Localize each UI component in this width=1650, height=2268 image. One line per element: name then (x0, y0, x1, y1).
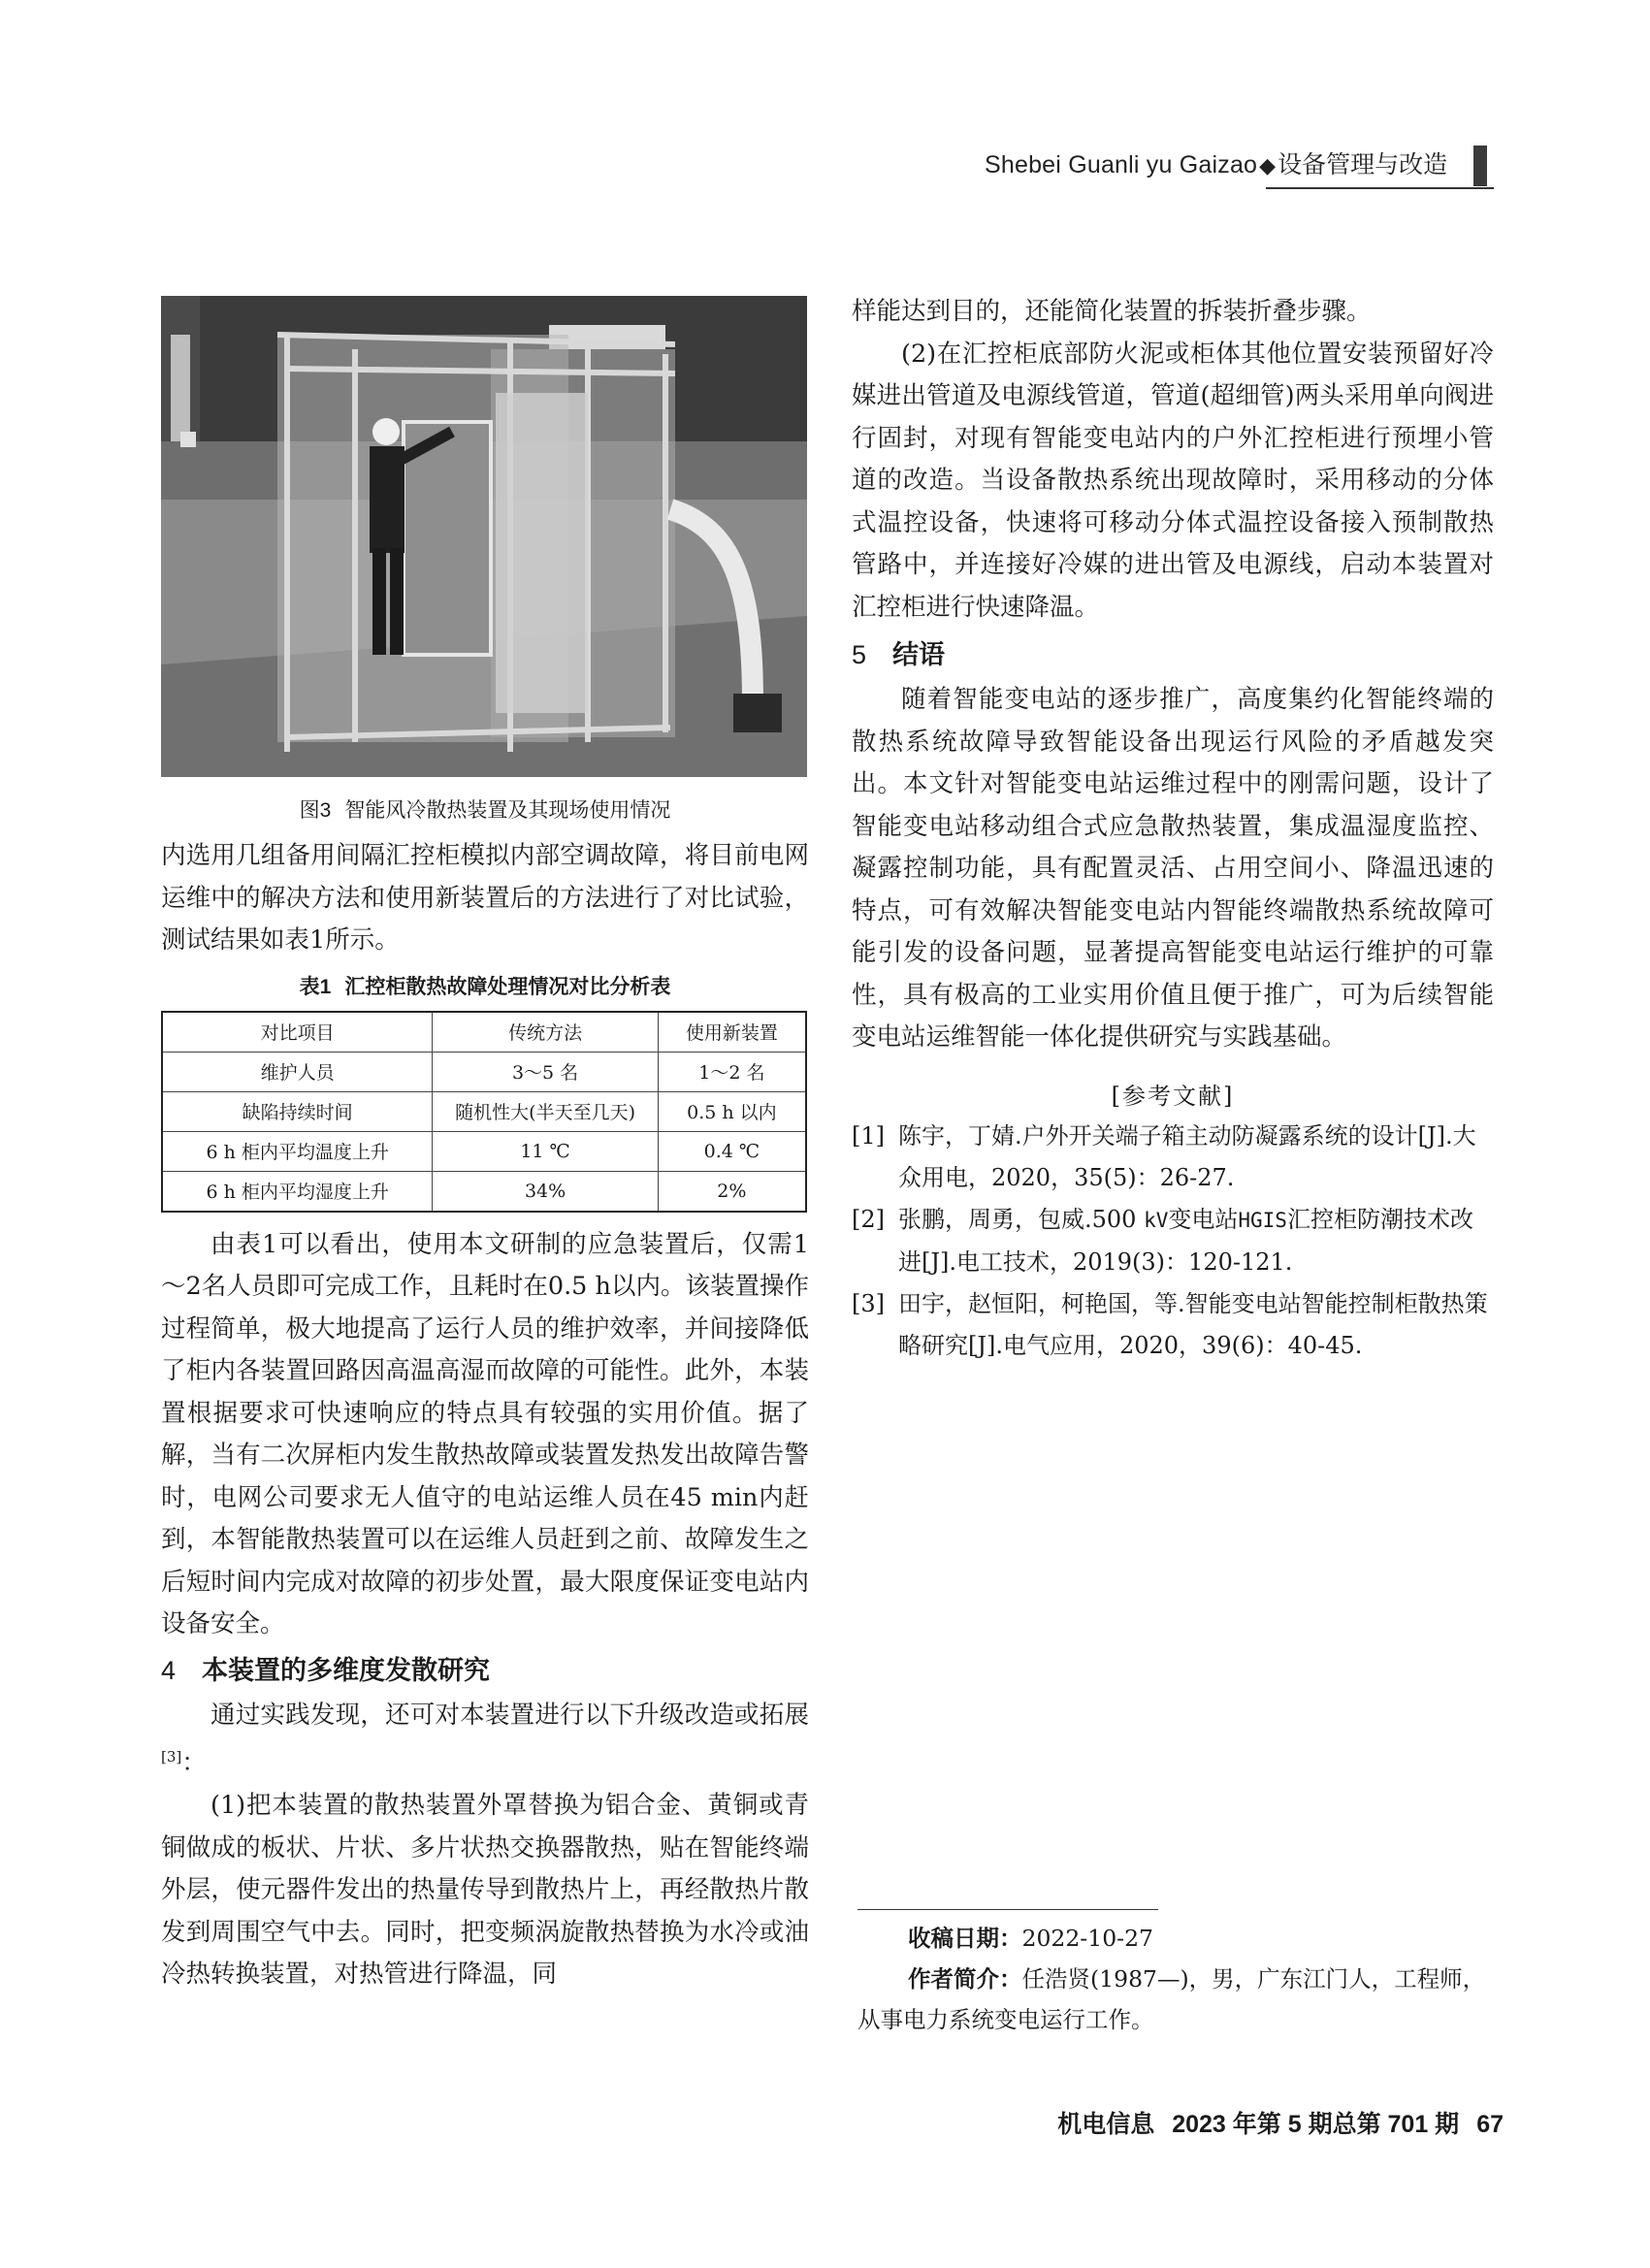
received-date-line (857, 1918, 1498, 1959)
s4-intro-text: 通过实践发现，还可对本装置进行以下升级改造或拓展 (210, 1700, 809, 1730)
reference-number: [2] (852, 1205, 885, 1233)
reference-text: 变电站 (1168, 1205, 1239, 1233)
author-info-line (857, 1959, 1498, 2040)
journal-name-cn: 设备管理与改造 (1278, 151, 1448, 178)
table-cell: 1～2 名 (658, 1052, 806, 1091)
table-cell: 随机性大(半天至几天) (433, 1091, 658, 1131)
reference-number: [1] (852, 1121, 885, 1150)
footnote-rule (857, 1909, 1158, 1910)
journal-name-en: Shebei Guanli yu Gaizao (985, 151, 1258, 178)
reference-text: 汇控柜防潮技术改进[J].电工技术，2019(3)：120-121. (898, 1205, 1473, 1276)
table-row (162, 1091, 806, 1131)
section-title: 本装置的多维度发散研究 (202, 1655, 490, 1685)
table-caption-text: 汇控柜散热故障处理情况对比分析表 (344, 975, 671, 998)
figure-caption (161, 794, 809, 827)
table-header-row (162, 1012, 806, 1053)
paragraph-item-1: (1)把本装置的散热装置外罩替换为铝合金、黄铜或青铜做成的板状、片状、多片状热交换器散热，贴在智能终端外层，使元器件发出的热量传导到散热片上，再经散热片散发到周围空气中去。同时，把变频涡旋散热替换为水冷或油冷热转换装置，对热管进行降温，同 (161, 1791, 809, 1989)
table-cell: 0.5 h 以内 (658, 1091, 806, 1131)
table-row (162, 1052, 806, 1091)
reference-item (852, 1199, 1494, 1283)
author-info: 任浩贤(1987—)，男，广东江门人，工程师，从事电力系统变电运行工作。 (857, 1965, 1486, 2033)
citation-ref: [3] (161, 1748, 182, 1766)
section-4-heading (161, 1646, 809, 1695)
right-column (852, 291, 1494, 1367)
figure-label: 图3 (299, 799, 332, 822)
section-5-heading (852, 631, 1494, 679)
reference-text: 张鹏，周勇，包威.500 (898, 1205, 1145, 1233)
author-label: 作者简介： (908, 1966, 1022, 1992)
references-heading: [参考文献] (1111, 1082, 1235, 1110)
reference-text: 陈宇，丁婧.户外开关端子箱主动防凝露系统的设计[J].大众用电，2020，35(5)：26-27. (898, 1121, 1476, 1191)
table-header-cell: 对比项目 (162, 1012, 433, 1053)
table-cell: 维护人员 (162, 1052, 433, 1091)
table-cell: 3～5 名 (433, 1052, 658, 1091)
header-bar-icon (1473, 146, 1487, 186)
table-cell: 34% (433, 1171, 658, 1212)
table-row (162, 1131, 806, 1171)
received-date: 2022-10-27 (1021, 1925, 1153, 1952)
paragraph-test-setup: 内选用几组备用间隔汇控柜模拟内部空调故障，将目前电网运维中的解决方法和使用新装置后的方法进行了对比试验，测试结果如表1所示。 (161, 841, 809, 955)
paragraph-analysis: 由表1可以看出，使用本文研制的应急装置后，仅需1～2名人员即可完成工作，且耗时在0.5 h以内。该装置操作过程简单，极大地提高了运行人员的维护效率，并间接降低了柜内各装置回路因高温高湿而故障的可能性。此外，本装置根据要求可快速响应的特点具有较强的实用价值。据了解，当有二次屏柜内发生散热故障或装置发热发出故障告警时，电网公司要求无人值守的电站运维人员在45 min内赶到，本智能散热装置可以在运维人员赶到之前、故障发生之后短时间内完成对故障的初步处置，最大限度保证变电站内设备安全。 (161, 1229, 809, 1638)
table-cell: 6 h 柜内平均温度上升 (162, 1131, 433, 1171)
table-label: 表1 (299, 975, 332, 998)
section-number: 5 (852, 640, 867, 669)
footer-issue: 2023 年第 5 期总第 701 期 (1172, 2111, 1460, 2138)
table-cell: 6 h 柜内平均湿度上升 (162, 1171, 433, 1212)
comparison-table (161, 1011, 807, 1213)
running-header (985, 146, 1499, 194)
paragraph-conclusion: 随着智能变电站的逐步推广，高度集约化智能终端的散热系统故障导致智能设备出现运行风险的矛盾越发突出。本文针对智能变电站运维过程中的刚需问题，设计了智能变电站移动组合式应急散热装置，集成温湿度监控、凝露控制功能，具有配置灵活、占用空间小、降温迅速的特点，可有效解决智能变电站内智能终端散热系统故障可能引发的设备问题，显著提高智能变电站运行维护的可靠性，具有极高的工业实用价值且便于推广，可为后续智能变电站运维智能一体化提供研究与实践基础。 (852, 685, 1494, 1052)
reference-number: [3] (852, 1289, 885, 1317)
reference-text: 田宇，赵恒阳，柯艳国，等.智能变电站智能控制柜散热策略研究[J].电气应用，2020，39(6)：40-45. (898, 1289, 1488, 1359)
table-header-cell: 使用新装置 (658, 1012, 806, 1053)
table-cell: 11 ℃ (433, 1131, 658, 1171)
table-caption (161, 968, 809, 1007)
footnote (857, 1918, 1498, 2040)
running-footer (1019, 2105, 1504, 2140)
reference-text-unit: kV (1144, 1208, 1169, 1232)
header-rule (1266, 187, 1494, 189)
paragraph-s4-intro (161, 1695, 809, 1786)
figure-photo (161, 296, 807, 777)
section-title: 结语 (892, 640, 945, 669)
footer-journal: 机电信息 (1057, 2111, 1155, 2138)
left-column (161, 296, 809, 1996)
page-number: 67 (1476, 2111, 1504, 2138)
s4-intro-end: ： (181, 1748, 207, 1778)
table-row (162, 1171, 806, 1212)
table-cell: 缺陷持续时间 (162, 1091, 433, 1131)
paragraph-item-2: (2)在汇控柜底部防火泥或柜体其他位置安装预留好冷媒进出管道及电源线管道，管道(超细管)两头采用单向阀进行固封，对现有智能变电站内的户外汇控柜进行预埋小管道的改造。当设备散热系统出现故障时，采用移动的分体式温控设备，快速将可移动分体式温控设备接入预制散热管路中，并连接好冷媒的进出管及电源线，启动本装置对汇控柜进行快速降温。 (852, 339, 1494, 622)
figure-illustration (161, 296, 807, 777)
reference-item (852, 1283, 1494, 1367)
figure-caption-text: 智能风冷散热装置及其现场使用情况 (344, 799, 671, 822)
reference-text-abbr: HGIS (1238, 1208, 1287, 1232)
section-number: 4 (161, 1655, 177, 1685)
table-header-cell: 传统方法 (433, 1012, 658, 1053)
table-cell: 2% (658, 1171, 806, 1212)
diamond-icon: ◆ (1259, 153, 1277, 178)
reference-item (852, 1116, 1494, 1199)
table-cell: 0.4 ℃ (658, 1131, 806, 1171)
received-label: 收稿日期： (908, 1926, 1022, 1951)
paragraph-continued: 样能达到目的，还能简化装置的拆装折叠步骤。 (852, 297, 1372, 326)
